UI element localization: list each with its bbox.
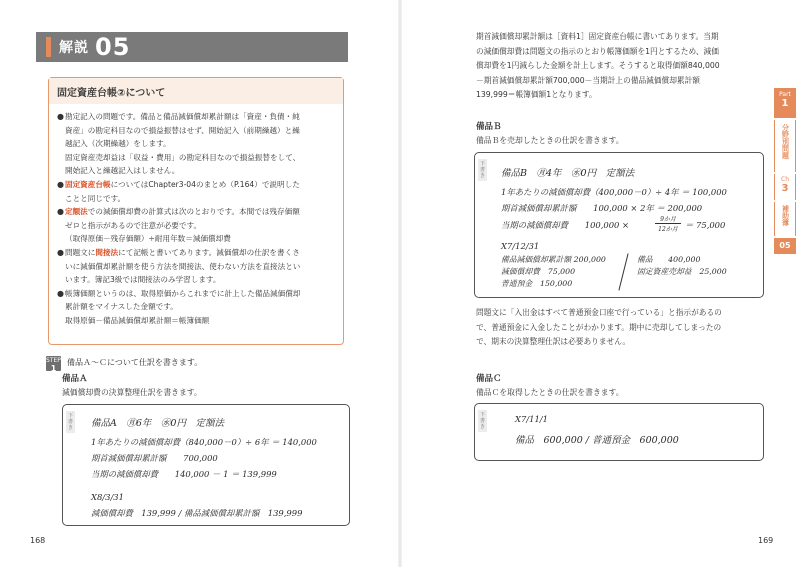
- subsection-title-c: 備品Ｃ: [476, 374, 502, 384]
- hw-line: 備品 400,000: [637, 255, 701, 264]
- subsection-text-a: 減価償却費の決算整理仕訳を書きます。: [62, 388, 202, 397]
- rule-item: ● 固定資産台帳についてはChapter3-04のまとめ（P.164）で説明した ことと同じです。: [57, 179, 300, 203]
- hw-frac-num: 9か月: [655, 214, 681, 224]
- part-title-tab: 分野別問題: [774, 120, 796, 172]
- hw-line: X8/3/31: [91, 492, 124, 502]
- hw-line: 備品B ㊊4年 ㊌0円 定額法: [501, 168, 635, 179]
- hw-line: 備品減価償却累計額 200,000: [501, 255, 606, 264]
- rule-box-body: [49, 104, 343, 328]
- draft-tag: 下書き: [479, 412, 486, 430]
- part-tab: Part 1: [774, 88, 796, 118]
- draft-box-a: [62, 404, 350, 526]
- hw-line: 普通預金 150,000: [501, 279, 573, 288]
- highlight-term: 間接法: [95, 247, 119, 257]
- hw-line: 当期の減価償却費 100,000 ×: [501, 220, 630, 230]
- hw-line: 備品A ㊊6年 ㊌0円 定額法: [91, 418, 224, 429]
- draft-tag: 下書き: [479, 161, 486, 179]
- highlight-term: 定額法: [65, 207, 88, 217]
- highlight-term: 固定資産台帳: [65, 179, 111, 189]
- mid-paragraph: 問題文に「入出金はすべて普通預金口座で行っている」と指示があるの で、普通預金に入金したことがわかります。期中に売却してしまったの で、期末の決算整理仕訳は必要ありません。: [476, 308, 722, 346]
- chapter-title-tab: 補助簿: [774, 202, 796, 236]
- rule-item: ● 勘定記入の問題です。備品と備品減価償却累計額は「資産・負債・純 資産」の勘定科目なので損益振替はせず、開始記入（前期繰越）と繰 越記入（次期繰越）をします。 固定資産売却益は「収益・費用」の勘定科目なので損益振替をして、 開始記入と繰越記入はしません。: [57, 112, 301, 176]
- rule-item: ● 定額法での減価償却費の計算式は次のとおりです。本間では残存価額 ゼロと指示があるので注意が必要です。 （取得原価－残存価額）÷耐用年数＝減価償却費: [57, 207, 300, 244]
- book-gutter: [398, 0, 402, 567]
- hw-line: 期首減価償却累計額 100,000 × 2年 ＝ 200,000: [501, 203, 703, 213]
- draft-tag: 下書き: [67, 413, 74, 431]
- hw-line: ＝ 75,000: [685, 220, 726, 230]
- step-badge: STEP 1: [46, 357, 61, 373]
- header-number: 05: [95, 33, 131, 61]
- hw-line: X7/11/1: [515, 414, 548, 424]
- hw-frac-den: 12か月: [658, 226, 678, 233]
- hw-line: 当期の減価償却費 140,000 － 1 ＝ 139,999: [91, 469, 277, 479]
- hw-line: 減価償却費 139,999 / 備品減価償却累計額 139,999: [91, 508, 303, 518]
- draft-box-b: [474, 152, 764, 298]
- hw-line: X7/12/31: [501, 241, 540, 251]
- hw-line: 1年あたりの減価償却費（840,000－0）÷ 6年 ＝ 140,000: [91, 437, 317, 447]
- draft-box-c: [474, 403, 764, 461]
- header-accent-bar: [46, 37, 51, 57]
- subsection-text-c: 備品Ｃを取得したときの仕訳を書きます。: [476, 388, 624, 397]
- rule-box-title: 固定資産台帳②について: [49, 78, 343, 104]
- hw-line: 期首減価償却累計額 700,000: [91, 453, 218, 463]
- hw-slash: [618, 253, 628, 290]
- rule-item: ● 問題文に間接法にて記帳と書いてあります。減価償却の仕訳を書くさ いに減価償却累計額を使う方法を間接法、使わない方法を直接法とい います。簿記3級では間接法のみ学習します。: [57, 247, 301, 285]
- rule-item: ● 帳簿価額というのは、取得原価からこれまでに計上した備品減価償却 累計額をマイナスした金額です。 取得原価－備品減価償却累計額＝帳簿価額: [57, 288, 301, 325]
- hw-line: 備品 600,000 / 普通預金 600,000: [515, 435, 679, 446]
- explanation-header: [36, 32, 348, 62]
- step-1: [46, 356, 202, 371]
- subsection-text-b: 備品Ｂを売却したときの仕訳を書きます。: [476, 136, 624, 145]
- page-number-right: 169: [758, 536, 774, 545]
- hw-line: 1年あたりの減価償却費（400,000－0）÷ 4年 ＝ 100,000: [501, 187, 727, 197]
- header-label: 解説: [59, 40, 89, 56]
- subsection-title-b: 備品Ｂ: [476, 122, 502, 132]
- step-text: 備品Ａ～Ｃについて仕訳を書きます。: [67, 358, 203, 367]
- page-number-left: 168: [30, 536, 46, 545]
- rule-box: [48, 77, 344, 345]
- section-tab: 05: [774, 238, 796, 254]
- intro-paragraph: 期首減価償却累計額は［資料1］固定資産台帳に書いてあります。当期 の減価償却費は問題文の指示のとおり帳簿価額を1円とするため、減価 償却費を1円減らした金額を計上します。そうすると取得価額840,000 －期首減価償却累計額700,000－当期計上の備品減価償却累計額 139,999＝帳簿価額1となります。: [476, 32, 720, 99]
- subsection-title-a: 備品Ａ: [62, 374, 88, 384]
- hw-line: 減価償却費 75,000: [501, 267, 576, 276]
- hw-line: 固定資産売却益 25,000: [637, 267, 727, 276]
- chapter-tab: Ch 3: [774, 174, 796, 200]
